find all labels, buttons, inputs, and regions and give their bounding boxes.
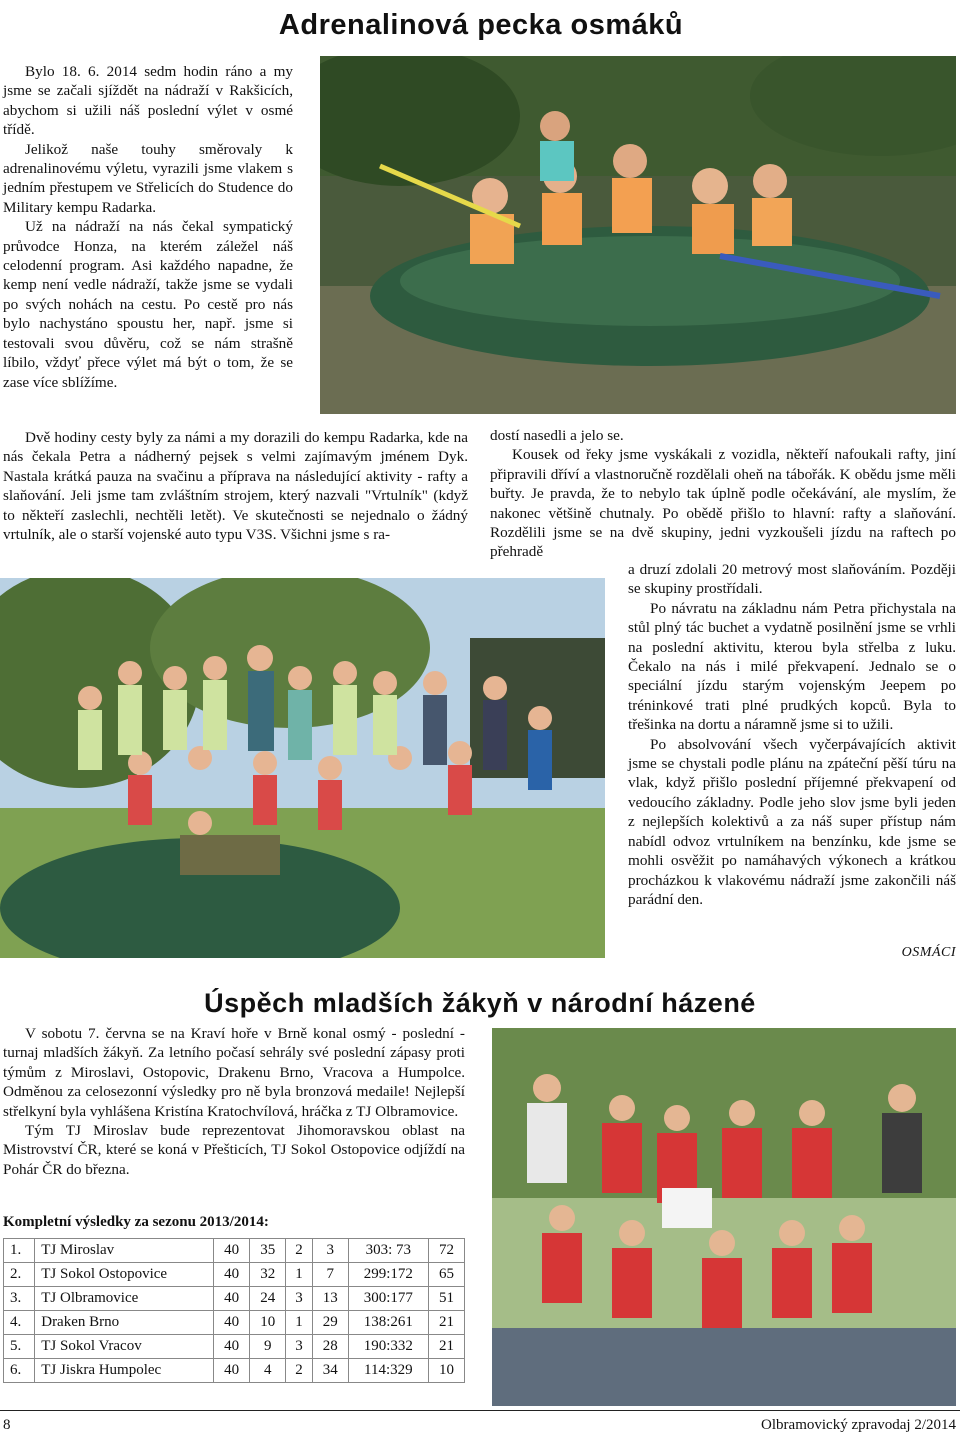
- table-cell-w: 32: [250, 1263, 286, 1287]
- table-cell-d: 2: [286, 1359, 312, 1383]
- table-cell-pts: 21: [428, 1311, 464, 1335]
- table-cell-pts: 21: [428, 1335, 464, 1359]
- table-cell-team: TJ Sokol Ostopovice: [35, 1263, 214, 1287]
- table-cell-rank: 4.: [4, 1311, 35, 1335]
- group-photo: [0, 578, 605, 958]
- table-cell-team: TJ Jiskra Humpolec: [35, 1359, 214, 1383]
- table-row: [4, 1239, 465, 1263]
- paragraph: Už na nádraží na nás čekal sympatický průvodce Honza, na kterém záležel náš celodenní program. Asi každého napadne, že kemp není vedle nádraží, takže jsme se vydali po svých nohách na cestu. Po cestě pro nás bylo nachystáno spoustu her, např. jsme si testovali svou důvěru, což se nám strašně líbilo, vždyť přece výlet má být o tom, že se zase více sblížíme.: [3, 218, 293, 391]
- table-cell-l: 3: [312, 1239, 348, 1263]
- table-row: [4, 1287, 465, 1311]
- results-table: [3, 1238, 465, 1383]
- table-cell-d: 1: [286, 1263, 312, 1287]
- table-cell-d: 3: [286, 1287, 312, 1311]
- paragraph: Kousek od řeky jsme vyskákali z vozidla, někteří nafoukali rafty, jiní připravili dříví a vlastnoručně rozdělali oheň na tábořák. K obědu jsme měli buřty. Je pravda, že to nebylo tak úplně podle očekávání, ale myslím, že nakonec většině chutnaly. Po obědě přišlo to hlavní: rafty a slaňování. Rozdělili jsme se na dvě skupiny, jedni vyzkoušeli jízdu na raftech po přehradě: [490, 446, 956, 561]
- table-cell-score: 114:329: [348, 1359, 428, 1383]
- table-cell-d: 1: [286, 1311, 312, 1335]
- table-cell-team: Draken Brno: [35, 1311, 214, 1335]
- table-cell-w: 10: [250, 1311, 286, 1335]
- paragraph: Jelikož naše touhy směrovaly k adrenalinovému výletu, vyrazili jsme vlakem s jedním přestupem ve Střelicích do Studence do Military kempu Radarka.: [3, 140, 293, 216]
- table-cell-l: 29: [312, 1311, 348, 1335]
- paragraph: Po absolvování všech vyčerpávajících aktivit jsme se chystali podle plánu na zpáteční pěší túru na vlak, když přišlo poslední příjemné překvapení od vedoucího základny. Podle jeho slov jsme byli jeden z nejlepších kolektivů a za náš super přístup nám nabídl odvoz vrtulníkem na benzínku, kde jsme se mohli osvěžit po namáhavých výkonech a krátkou procházkou k vlakovému nádraží jsme zakončili náš parádní den.: [628, 735, 956, 908]
- footer-rule: [0, 1410, 960, 1411]
- handball-team-photo: [492, 1028, 956, 1406]
- paragraph: Dvě hodiny cesty byly za námi a my dorazili do kempu Radarka, kde na nás čekala Petra a nádherný pejsek s velmi zajímavým jménem Dyk. Nastala krátká pauza na svačinu a příprava na následující aktivity - rafty a slaňování. Jeli jsme tam zvláštním strojem, který nazvali "Vrtulník" (když to někteří zaslechli, nechtěli letět). Ve skutečnosti se nejednalo o žádný vrtulník, ale o starší vojenské auto typu V3S. Všichni jsme s ra-: [3, 429, 468, 544]
- table-cell-team: TJ Olbramovice: [35, 1287, 214, 1311]
- table-cell-w: 9: [250, 1335, 286, 1359]
- table-cell-l: 28: [312, 1335, 348, 1359]
- table-row: [4, 1335, 465, 1359]
- article-1-title: Adrenalinová pecka osmáků: [278, 9, 684, 41]
- table-cell-played: 40: [214, 1287, 250, 1311]
- page-number: 8: [3, 1417, 11, 1433]
- table-row: [4, 1311, 465, 1335]
- table-cell-w: 35: [250, 1239, 286, 1263]
- table-cell-played: 40: [214, 1359, 250, 1383]
- table-row: [4, 1359, 465, 1383]
- article-1-left-column: [3, 62, 293, 392]
- article-2-title: Úspěch mladších žákyň v národní házené: [204, 988, 756, 1018]
- table-cell-score: 300:177: [348, 1287, 428, 1311]
- article-1-right-column-top: [490, 426, 956, 562]
- table-cell-rank: 5.: [4, 1335, 35, 1359]
- paragraph: V sobotu 7. června se na Kraví hoře v Brně konal osmý - poslední - turnaj mladších žákyň. Za letního počasí sehrály své poslední zápasy proti týmům z Miroslavi, Ostopovic, Drakenu Brno, Vracova a Humpolce. Odměnou za celosezonní výsledky pro ně byla bronzová medaile! Nejlepší střelkyní byla vyhlášena Kristína Kratochvílová, hráčka z TJ Olbramovice.: [3, 1025, 465, 1120]
- article-1-right-column-lower: [628, 560, 956, 909]
- table-cell-pts: 51: [428, 1287, 464, 1311]
- table-cell-played: 40: [214, 1335, 250, 1359]
- publication-name: Olbramovický zpravodaj 2/2014: [761, 1417, 956, 1433]
- results-heading: Kompletní výsledky za sezonu 2013/2014:: [3, 1214, 269, 1230]
- paragraph: a druzí zdolali 20 metrový most slaňováním. Později se skupiny prostřídali.: [628, 561, 956, 598]
- table-cell-w: 4: [250, 1359, 286, 1383]
- rafting-photo: [320, 56, 956, 414]
- paragraph: Bylo 18. 6. 2014 sedm hodin ráno a my jsme se začali sjíždět na nádraží v Rakšicích, abychom si užili náš poslední výlet v osmé třídě.: [3, 63, 293, 139]
- table-cell-score: 299:172: [348, 1263, 428, 1287]
- table-cell-rank: 1.: [4, 1239, 35, 1263]
- paragraph: dostí nasedli a jelo se.: [490, 427, 624, 444]
- table-cell-played: 40: [214, 1239, 250, 1263]
- table-cell-team: TJ Miroslav: [35, 1239, 214, 1263]
- table-cell-team: TJ Sokol Vracov: [35, 1335, 214, 1359]
- article-2-text: [3, 1024, 465, 1179]
- table-cell-d: 3: [286, 1335, 312, 1359]
- table-cell-rank: 6.: [4, 1359, 35, 1383]
- table-cell-l: 13: [312, 1287, 348, 1311]
- table-cell-score: 138:261: [348, 1311, 428, 1335]
- table-cell-w: 24: [250, 1287, 286, 1311]
- table-cell-rank: 2.: [4, 1263, 35, 1287]
- table-cell-d: 2: [286, 1239, 312, 1263]
- table-cell-l: 34: [312, 1359, 348, 1383]
- paragraph: Tým TJ Miroslav bude reprezentovat Jihomoravskou oblast na Mistrovství ČR, které se koná v Přešticích, TJ Sokol Ostopovice odjíždí na Pohár ČR do března.: [3, 1122, 465, 1178]
- table-cell-pts: 72: [428, 1239, 464, 1263]
- table-cell-rank: 3.: [4, 1287, 35, 1311]
- table-cell-played: 40: [214, 1263, 250, 1287]
- table-cell-l: 7: [312, 1263, 348, 1287]
- table-row: [4, 1263, 465, 1287]
- table-cell-score: 303: 73: [348, 1239, 428, 1263]
- article-1-wide-paragraph: [3, 428, 468, 544]
- table-cell-score: 190:332: [348, 1335, 428, 1359]
- article-1-signature: OSMÁCI: [901, 945, 956, 960]
- paragraph: Po návratu na základnu nám Petra přichystala na stůl plný tác buchet a vydatně posilnění jsme se vrhli na poslední aktivitu, kterou byla střelba z luku. Čekalo na nás i milé překvapení. Jednalo se o speciální jízdu starým vojenským Jeepem po tréninkové trati plné prudkých kopců. Byla to třešinka na dortu a náramně jsme si to užili.: [628, 599, 956, 734]
- table-cell-pts: 65: [428, 1263, 464, 1287]
- table-cell-played: 40: [214, 1311, 250, 1335]
- table-cell-pts: 10: [428, 1359, 464, 1383]
